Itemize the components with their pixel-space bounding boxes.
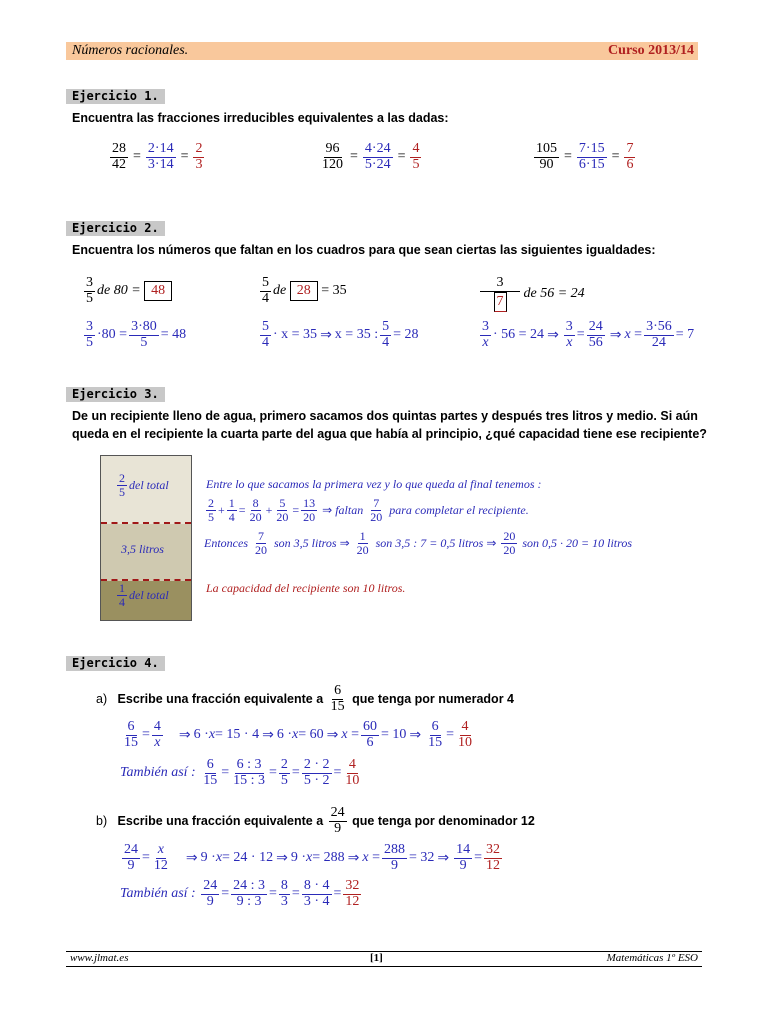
ej2-problem-1: 3 5 de 80 = 48 <box>82 276 172 306</box>
exercise-1-statement: Encuentra las fracciones irreducibles equivalentes a las dadas: <box>72 111 449 125</box>
exercise-4-title: Ejercicio 4. <box>66 656 165 671</box>
exercise-3-title: Ejercicio 3. <box>66 387 165 402</box>
ej2-solution-3: 3 x · 56 = 24 ⇒ 3 x = 24 56 ⇒ x = $\frac{3\cdot 56}{24}$ = 7 <box>482 319 695 350</box>
exercise-3-statement-2: queda en el recipiente la cuarta parte del agua que había al principio, ¿qué capacidad tiene ese recipiente? <box>72 427 707 441</box>
ej4-a-solution: 6 15 = 4 x ⇒ 6 · x = 15 · 4 ⇒ 6 · x = 60 ⇒ x = 60 6 = 10 ⇒ 6 15 = 4 10 <box>124 719 473 750</box>
exercise-1-title: Ejercicio 1. <box>66 89 165 104</box>
ej3-result: La capacidad del recipiente son 10 litros. <box>206 581 406 595</box>
ej1-item-2: $\frac{96}{120}$ = $\frac{4\cdot 24}{5\cdot 24}$ = $\frac{4}{5}$ <box>322 141 420 172</box>
ej4-b-solution: 24 9 = x 12 ⇒ 9 · x = 24 · 12 ⇒ 9 · x = 288 ⇒ x = 288 9 = 32 ⇒ 14 9 = 32 12 <box>124 842 501 873</box>
footer-subject: Matemáticas 1º ESO <box>606 952 698 964</box>
ej2-solution-2: 5 4 · x = 35 ⇒ x = 35 : $\frac{5}{4}$ = 28 <box>262 319 419 350</box>
ej4-b-statement: b) Escribe una fracción equivalente a 24 9 que tenga por denominador 12 <box>96 805 535 836</box>
ej4-a-alt: También así : 6 15 = 6 : 3 15 : 3 = 2 5 = 2 · 2 5 · 2 = 4 10 <box>120 757 360 788</box>
ej3-line-3: Entonces 7 20 son 3,5 litros ⇒ 1 20 son 3,5 : 7 = 0,5 litros ⇒ 20 20 son 0,5 · 20 = 10 litros <box>204 529 633 557</box>
exercise-3-statement-1: De un recipiente lleno de agua, primero sacamos dos quintas partes y después tres litros y medio. Si aún <box>72 409 698 423</box>
ej1-item-1: $\frac{28}{42}$ = $\frac{2\cdot 14}{3\cdot 14}$ = $\frac{2}{3}$ <box>112 141 203 172</box>
header-course: Curso 2013/14 <box>608 43 694 58</box>
container-diagram <box>100 455 192 621</box>
ej2-problem-2: 5 4 de 28 = 35 <box>262 275 347 306</box>
header-title: Números racionales. <box>72 43 189 58</box>
diagram-top-section: 2 5 del total <box>101 456 191 524</box>
ej4-a-statement: a) Escribe una fracción equivalente a 6 15 que tenga por numerador 4 <box>96 683 514 714</box>
page-number: [1] <box>370 952 383 964</box>
ej3-line-2: 2 5 + 1 4 = 8 20 + 5 20 = 13 20 ⇒ faltan 7 20 para completar el recipiente. <box>208 496 529 524</box>
exercise-2-statement: Encuentra los números que faltan en los cuadros para que sean ciertas las siguientes igualdades: <box>72 243 656 257</box>
ej2-problem-3: 3 7 de 56 = 24 <box>480 276 585 312</box>
ej1-item-3: $\frac{105}{90}$ = $\frac{7\cdot 15}{6\cdot 15}$ = $\frac{7}{6}$ <box>536 141 634 172</box>
ej2-solution-1: 3 5 · 80 = $\frac{3\cdot 80}{5}$ = 48 <box>86 319 187 350</box>
page-header <box>66 42 698 60</box>
diagram-middle-section: 3,5 litros <box>101 524 191 581</box>
diagram-bottom-section: 1 4 del total <box>101 581 191 620</box>
ej3-line-1: Entre lo que sacamos la primera vez y lo que queda al final tenemos : <box>206 477 542 491</box>
footer-website[interactable]: www.jlmat.es <box>70 952 129 964</box>
ej4-b-alt: También así : 24 9 = 24 : 3 9 : 3 = 8 3 = 8 · 4 3 · 4 = 32 12 <box>120 878 360 909</box>
page-footer <box>66 951 702 967</box>
exercise-2-title: Ejercicio 2. <box>66 221 165 236</box>
